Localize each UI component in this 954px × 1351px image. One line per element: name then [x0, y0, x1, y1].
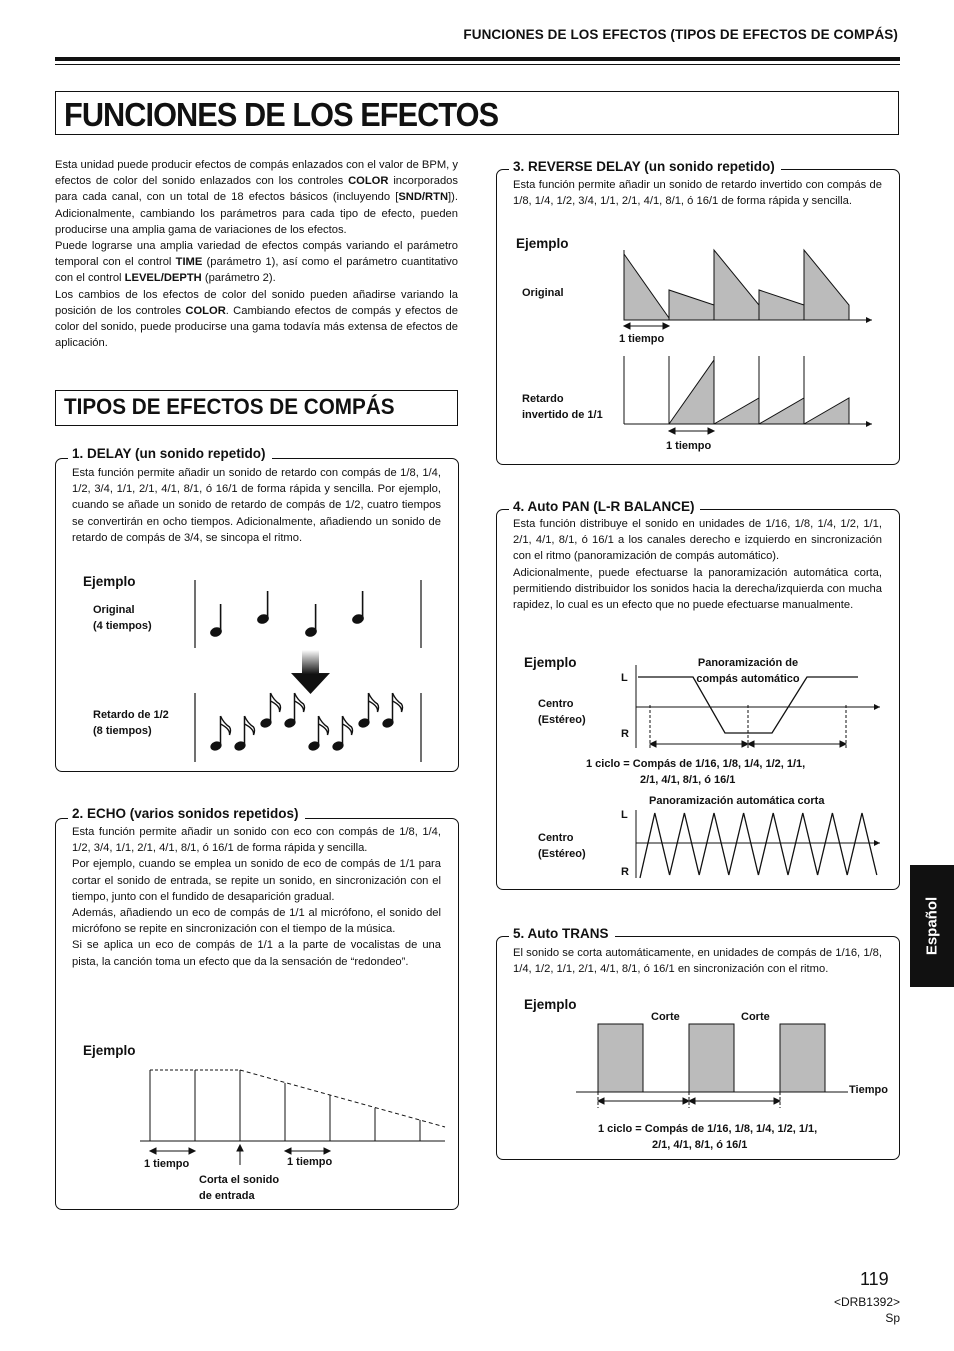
autopan-pan-title-l1: Panoramización de: [697, 657, 799, 669]
autopan-L-2: L: [621, 809, 628, 821]
doc-code: <DRB1392>: [833, 1295, 900, 1309]
delay-retardo-l2: (8 tiempos): [93, 725, 152, 737]
reverse-original-label: Original: [522, 287, 564, 299]
autopan-R-1: R: [621, 728, 629, 740]
intro-p2-e: (parámetro 2).: [201, 272, 276, 285]
autopan-cycle-l1: 1 ciclo = Compás de 1/16, 1/8, 1/4, 1/2, 1/1,: [586, 758, 806, 770]
echo-example-label: Ejemplo: [83, 1043, 136, 1058]
echo-text-3: Además, añadiendo un eco de compás de 1/1 al micrófono, el sonido del micrófono se repite en sincronización con el tiempo de la música.: [72, 907, 441, 936]
trans-dividers: [598, 1092, 780, 1108]
echo-text-2: Por ejemplo, cuando se emplea un sonido de eco de compás de 1/1 para cortar el sonido de entrada, se repite un sonido, en sincronización con el tiempo, junto con el fundido de desaparición gradual.: [72, 858, 441, 903]
language-tab-label: Español: [923, 896, 941, 956]
delay-original-l2: (4 tiempos): [93, 620, 152, 632]
intro-p2-a: Puede lograrse una amplia variedad de efectos compás variando el parámetro temporal con el control: [55, 240, 458, 269]
autopan-center-1-l1: Centro: [538, 698, 574, 710]
echo-cut-l2: de entrada: [199, 1190, 255, 1202]
reverse-retardo-l2: invertido de 1/1: [522, 409, 603, 421]
trans-block-1: [598, 1024, 643, 1092]
autotrans-cut-1: Corte: [651, 1011, 680, 1023]
intro-p3-a: Los cambios de los efectos de color del sonido pueden añadirse variando la posición de los controles: [55, 288, 458, 317]
autotrans-text: El sonido se corta automáticamente, en unidades de compás de 1/16, 1/8, 1/4, 1/2, 1/1, 2/1, 4/1, 8/1, ó 16/1 en sincronización con el ritmo.: [513, 947, 882, 976]
trans-blocks: [598, 1024, 825, 1092]
autopan-title: 4. Auto PAN (L-R BALANCE): [509, 499, 700, 514]
intro-p2-d: LEVEL/DEPTH: [124, 272, 202, 285]
autotrans-example-label: Ejemplo: [524, 997, 577, 1012]
main-title: FUNCIONES DE LOS EFECTOS: [64, 96, 499, 133]
reverse-title: 3. REVERSE DELAY (un sonido repetido): [509, 159, 781, 174]
intro-p1-d: SND/RTN: [398, 191, 449, 204]
delay-example-label: Ejemplo: [83, 574, 136, 589]
autopan-short-title: Panoramización automática corta: [649, 795, 825, 807]
reverse-example-label: Ejemplo: [516, 236, 569, 251]
autotrans-cycle-l1: 1 ciclo = Compás de 1/16, 1/8, 1/4, 1/2, 1/1,: [598, 1123, 818, 1135]
autotrans-cut-2: Corte: [741, 1011, 770, 1023]
echo-cut-l1: Corta el sonido: [199, 1174, 280, 1186]
reverse-retardo-l1: Retardo: [522, 393, 564, 405]
intro-p1-c: incorporados para cada canal, con un total de 18 efectos básicos (incluyendo [: [55, 175, 458, 204]
delay-original-l1: Original: [93, 604, 135, 616]
autopan-cycle-l2: 2/1, 4/1, 8/1, ó 16/1: [640, 774, 736, 786]
autopan-text-2: Adicionalmente, puede efectuarse la panoramización automática corta, permitiendo distribuidor los sonidos hacia la derecha/izquierda con mucha rapidez, lo cual es un efecto que no puede efectuarse manualmente.: [513, 566, 882, 612]
echo-title: 2. ECHO (varios sonidos repetidos): [68, 806, 305, 821]
section-title: TIPOS DE EFECTOS DE COMPÁS: [64, 394, 395, 419]
autopan-L-1: L: [621, 672, 628, 684]
echo-text-4: Si se aplica un eco de compás de 1/1 a la parte de vocalistas de una pista, la canción toma un efecto que da la sensación de “redondeo”.: [72, 939, 441, 968]
autopan-pan-title-l2: compás automático: [696, 673, 800, 685]
intro-p1-e: ]). Adicionalmente, cambiando los parámetros para cada tipo de efecto, pueden producirse una amplia gama de variaciones de los efectos.: [55, 191, 458, 236]
delay-title: 1. DELAY (un sonido repetido): [68, 446, 272, 461]
reverse-beat-a: 1 tiempo: [619, 333, 665, 345]
autopan-example-label: Ejemplo: [524, 655, 577, 670]
language-tab: [910, 865, 954, 987]
echo-beat-label-1: 1 tiempo: [144, 1158, 190, 1170]
intro-p2-c: (parámetro 1), así como el parámetro cuantitativo con el control: [55, 256, 458, 285]
page-number: 119: [860, 1269, 889, 1289]
autopan-center-2-l2: (Estéreo): [538, 848, 586, 860]
doc-code-block: [834, 1294, 900, 1326]
echo-beat-label-2: 1 tiempo: [287, 1156, 333, 1168]
intro-p3-b: COLOR: [185, 304, 226, 317]
trans-block-3: [780, 1024, 825, 1092]
delay-text: Esta función permite añadir un sonido de retardo con compás de 1/8, 1/4, 1/2, 3/4, 1/1, 2/1, 4/1, 8/1, ó 16/1 de forma rápida y sencilla. Por ejemplo, cuando se añade un sonido de retardo de compás de 1/2, cuatro tiempos se convertirán en ocho tiempos. Adicionalmente, añadiendo un sonido de retardo de compás de 3/4, se sincopa el ritmo.: [72, 467, 441, 544]
autopan-text-1: Esta función distribuye el sonido en unidades de 1/16, 1/8, 1/4, 1/2, 1/1, 2/1, 4/1, 8/1, ó 16/1 a los canales derecho e izquierdo en sincronización con el ritmo (panoramización de compás automático).: [513, 518, 882, 563]
delay-retardo-l1: Retardo de 1/2: [93, 709, 169, 721]
reverse-beat-b: 1 tiempo: [666, 440, 712, 452]
lang-code: Sp: [885, 1311, 900, 1325]
autopan-center-2-l1: Centro: [538, 832, 574, 844]
intro-p1-b: COLOR: [348, 175, 389, 188]
intro-p1-a: Esta unidad puede producir efectos de compás enlazados con el valor de BPM, y efectos de color del sonido enlazados con los controles: [55, 159, 458, 188]
trans-block-2: [689, 1024, 734, 1092]
autopan-R-2: R: [621, 866, 629, 878]
autopan-center-1-l2: (Estéreo): [538, 714, 586, 726]
intro-p3-c: . Cambiando efectos de compás y efectos de color del sonido, puede producirse una gama todavía más extensa de efectos de aplicación.: [55, 304, 458, 350]
autotrans-title: 5. Auto TRANS: [509, 926, 615, 941]
running-header: FUNCIONES DE LOS EFECTOS (TIPOS DE EFECTOS DE COMPÁS): [463, 27, 898, 42]
reverse-text: Esta función permite añadir un sonido de retardo invertido con compás de 1/8, 1/4, 1/2, 3/4, 1/1, 2/1, 4/1, 8/1, ó 16/1 de forma rápida y sencilla.: [513, 179, 882, 208]
echo-text-1: Esta función permite añadir un sonido con eco con compás de 1/8, 1/4, 1/2, 3/4, 1/1, 2/1, 4/1, 8/1, ó 16/1 de forma rápida y sencilla.: [72, 826, 441, 855]
autotrans-time-label: Tiempo: [849, 1084, 888, 1096]
intro-p2-b: TIME: [175, 256, 203, 269]
autotrans-cycle-l2: 2/1, 4/1, 8/1, ó 16/1: [652, 1139, 748, 1151]
